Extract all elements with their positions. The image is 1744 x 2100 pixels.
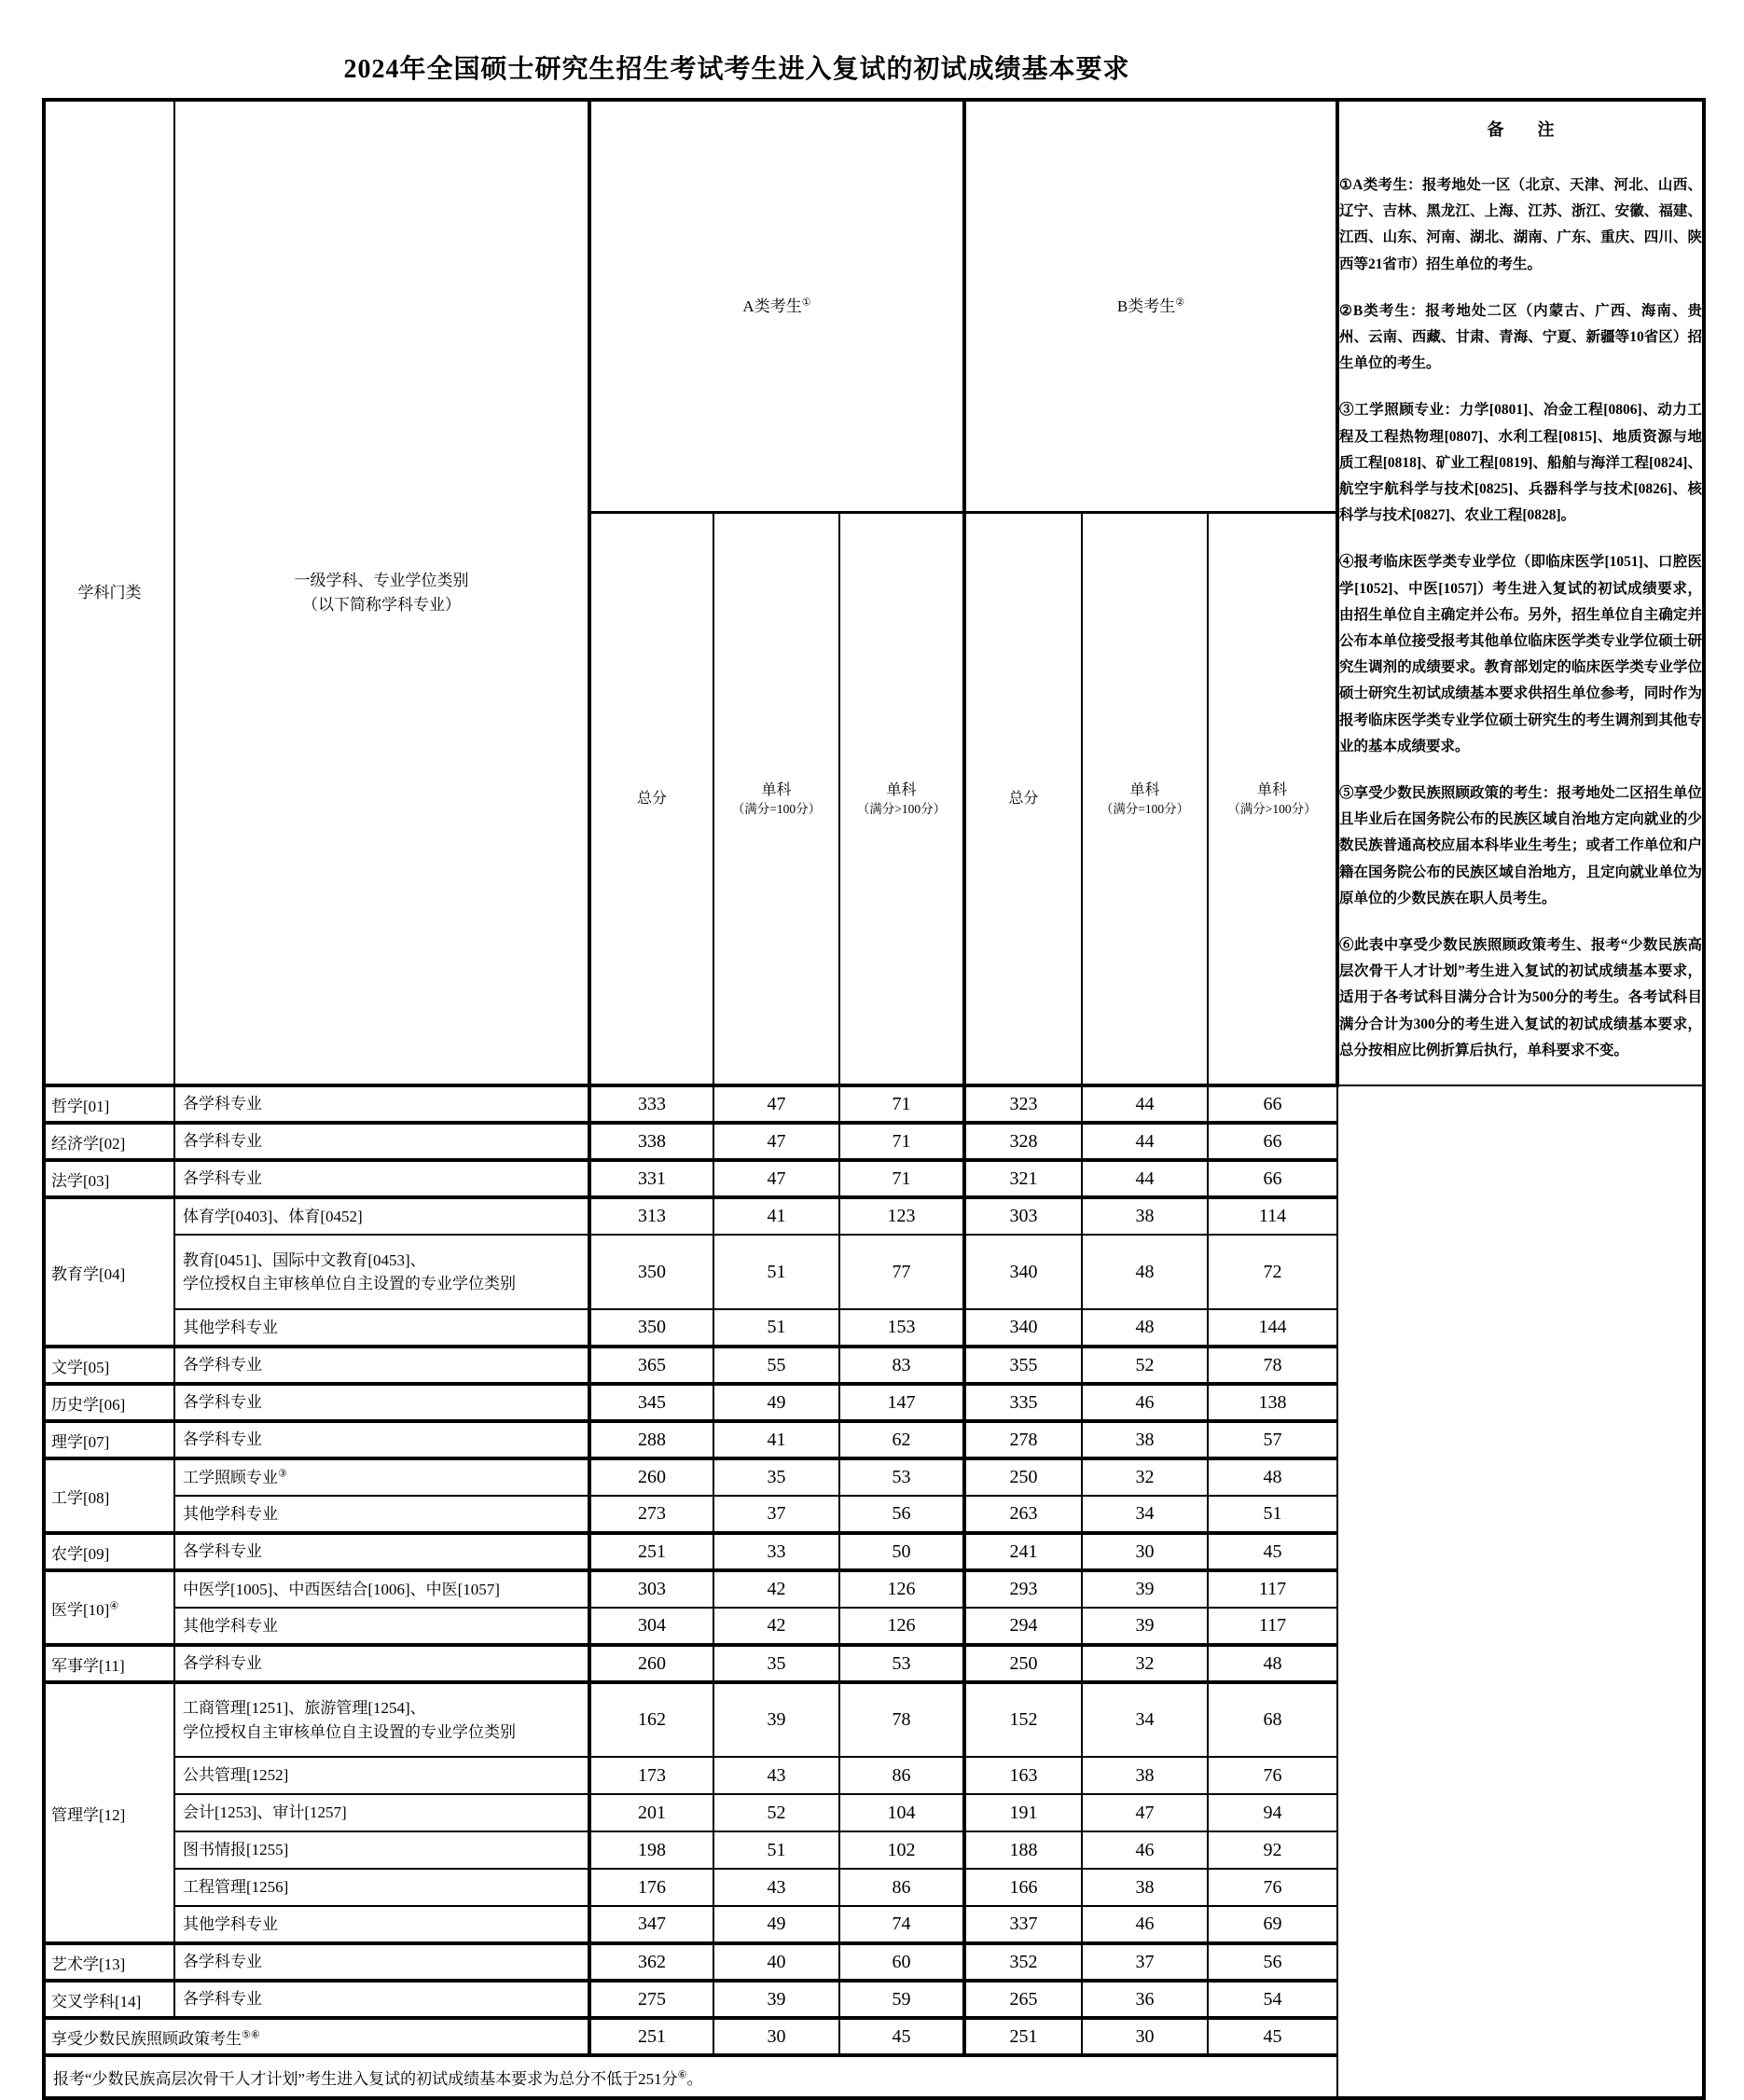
score-cell: 47 (1082, 1794, 1208, 1831)
score-cell: 152 (964, 1682, 1082, 1757)
table-row (44, 1458, 1704, 1496)
score-cell: 44 (1082, 1160, 1208, 1197)
score-cell: 34 (1082, 1496, 1208, 1533)
score-cell: 48 (1082, 1235, 1208, 1309)
score-cell: 32 (1082, 1645, 1208, 1682)
score-cell: 45 (1208, 1533, 1337, 1570)
score-cell: 39 (713, 1682, 839, 1757)
header-b-total: 总分 (964, 513, 1082, 1086)
score-cell: 32 (1082, 1458, 1208, 1496)
score-cell: 43 (713, 1757, 839, 1794)
score-cell: 138 (1208, 1384, 1337, 1421)
score-cell: 45 (839, 2018, 964, 2055)
score-cell: 44 (1082, 1123, 1208, 1160)
header-discipline (174, 100, 589, 1085)
specialty-cell: 体育学[0403]、体育[0452] (174, 1197, 589, 1235)
score-cell: 51 (713, 1309, 839, 1347)
remark-paragraph: ⑥此表中享受少数民族照顾政策考生、报考“少数民族高层次骨干人才计划”考生进入复试的初试成绩基本要求，适用于各考试科目满分合计为500分的考生。各考试科目满分合计为300分的考生进入复试的初试成绩基本要求，总分按相应比例折算后执行，单科要求不变。 (1339, 937, 1702, 1058)
score-cell: 350 (589, 1309, 713, 1347)
score-cell: 345 (589, 1384, 713, 1421)
category-cell: 历史学[06] (44, 1384, 174, 1421)
score-cell: 147 (839, 1384, 964, 1421)
specialty-cell: 各学科专业 (174, 1085, 589, 1123)
table-row (44, 1235, 1704, 1309)
score-cell: 44 (1082, 1085, 1208, 1123)
specialty-cell: 工程管理[1256] (174, 1869, 589, 1906)
score-cell: 241 (964, 1533, 1082, 1570)
score-cell: 144 (1208, 1309, 1337, 1347)
page-title: 2024年全国硕士研究生招生考试考生进入复试的初试成绩基本要求 (343, 55, 1130, 84)
score-cell: 66 (1208, 1123, 1337, 1160)
remark-paragraph: ②B类考生：报考地处二区（内蒙古、广西、海南、贵州、云南、西藏、甘肃、青海、宁夏、新疆等10省区）招生单位的考生。 (1339, 302, 1702, 372)
score-cell: 335 (964, 1384, 1082, 1421)
score-cell: 30 (1082, 2018, 1208, 2055)
remark-paragraph: ①A类考生：报考地处一区（北京、天津、河北、山西、辽宁、吉林、黑龙江、上海、江苏、浙江、安徽、福建、江西、山东、河南、湖北、湖南、广东、重庆、四川、陕西等21省市）招生单位的考生。 (1339, 177, 1702, 272)
specialty-cell (174, 1235, 589, 1309)
score-cell: 39 (1082, 1608, 1208, 1645)
footer-note-row (44, 2055, 1704, 2098)
table-row (44, 1682, 1704, 1757)
score-cell: 126 (839, 1608, 964, 1645)
score-cell: 365 (589, 1347, 713, 1384)
score-cell: 48 (1208, 1645, 1337, 1682)
remark-paragraph: ③工学照顾专业：力学[0801]、冶金工程[0806]、动力工程及工程热物理[0807]、水利工程[0815]、地质资源与地质工程[0818]、矿业工程[0819]、船舶与海洋工程[0824]、航空宇航科学与技术[0825]、兵器科学与技术[0826]、核科学与技术[0827]、农业工程[0828]。 (1339, 402, 1702, 524)
score-cell: 250 (964, 1458, 1082, 1496)
score-cell: 42 (713, 1608, 839, 1645)
category-cell: 经济学[02] (44, 1123, 174, 1160)
category-cell: 军事学[11] (44, 1645, 174, 1682)
specialty-cell: 各学科专业 (174, 1421, 589, 1458)
special-policy-row (44, 2018, 1704, 2055)
specialty-line: 学位授权自主审核单位自主设置的专业学位类别 (183, 1275, 516, 1293)
footnote-mark: ③ (278, 1468, 287, 1480)
specialty-cell: 各学科专业 (174, 1533, 589, 1570)
score-cell: 66 (1208, 1160, 1337, 1197)
score-cell: 43 (713, 1869, 839, 1906)
score-cell: 162 (589, 1682, 713, 1757)
score-cell: 33 (713, 1533, 839, 1570)
score-cell: 74 (839, 1906, 964, 1943)
score-cell: 153 (839, 1309, 964, 1347)
header-b-single-gt100: 单科 （满分>100分） (1208, 513, 1337, 1086)
score-cell: 362 (589, 1943, 713, 1981)
table-row (44, 1608, 1704, 1645)
score-cell: 347 (589, 1906, 713, 1943)
score-cell: 52 (1082, 1347, 1208, 1384)
score-cell: 66 (1208, 1085, 1337, 1123)
score-cell: 45 (1208, 2018, 1337, 2055)
score-cell: 46 (1082, 1906, 1208, 1943)
remark-paragraph: ④报考临床医学类专业学位（即临床医学[1051]、口腔医学[1052]、中医[1057]）考生进入复试的初试成绩要求，由招生单位自主确定并公布。另外，招生单位自主确定并公布本单位接受报考其他单位临床医学类专业学位硕士研究生调剂的成绩要求。教育部划定的临床医学类专业学位硕士研究生初试成绩基本要求供招生单位参考，同时作为报考临床医学类专业学位硕士研究生的考生调剂到其他专业的基本成绩要求。 (1339, 554, 1702, 754)
footnote-mark-1: ① (801, 297, 811, 309)
score-cell: 273 (589, 1496, 713, 1533)
category-cell: 哲学[01] (44, 1085, 174, 1123)
score-cell: 288 (589, 1421, 713, 1458)
score-cell: 293 (964, 1570, 1082, 1608)
score-cell: 251 (589, 1533, 713, 1570)
category-cell: 工学[08] (44, 1458, 174, 1533)
score-cell: 313 (589, 1197, 713, 1235)
score-cell: 340 (964, 1235, 1082, 1309)
footer-note-cell: 报考“少数民族高层次骨干人才计划”考生进入复试的初试成绩基本要求为总分不低于251分⑥。 (44, 2055, 1337, 2098)
score-cell: 260 (589, 1645, 713, 1682)
remarks-body (1339, 173, 1702, 1064)
score-cell: 275 (589, 1981, 713, 2018)
footnote-mark: ④ (109, 1599, 119, 1611)
specialty-cell: 各学科专业 (174, 1160, 589, 1197)
specialty-cell: 其他学科专业 (174, 1608, 589, 1645)
score-cell: 104 (839, 1794, 964, 1831)
score-cell: 49 (713, 1384, 839, 1421)
score-cell: 188 (964, 1831, 1082, 1869)
score-cell: 36 (1082, 1981, 1208, 2018)
score-cell: 86 (839, 1757, 964, 1794)
score-cell: 166 (964, 1869, 1082, 1906)
table-row (44, 1981, 1704, 2018)
score-cell: 340 (964, 1309, 1082, 1347)
footnote-mark-2: ② (1175, 297, 1185, 309)
specialty-cell: 各学科专业 (174, 1384, 589, 1421)
footnote-mark: ⑤⑥ (242, 2028, 260, 2040)
score-cell: 338 (589, 1123, 713, 1160)
score-cell: 350 (589, 1235, 713, 1309)
score-cell: 323 (964, 1085, 1082, 1123)
remarks-column (1337, 100, 1704, 1085)
specialty-cell: 各学科专业 (174, 1123, 589, 1160)
specialty-line: 教育[0451]、国际中文教育[0453]、 (183, 1250, 426, 1269)
score-cell: 71 (839, 1085, 964, 1123)
score-cell: 94 (1208, 1794, 1337, 1831)
category-cell: 管理学[12] (44, 1682, 174, 1943)
score-cell: 48 (1208, 1458, 1337, 1496)
category-cell: 艺术学[13] (44, 1943, 174, 1981)
footnote-mark: ⑥ (677, 2068, 687, 2080)
score-cell: 71 (839, 1123, 964, 1160)
table-row (44, 1123, 1704, 1160)
score-cell: 41 (713, 1197, 839, 1235)
special-policy-label: 享受少数民族照顾政策考生⑤⑥ (44, 2018, 589, 2055)
score-cell: 72 (1208, 1235, 1337, 1309)
score-cell: 201 (589, 1794, 713, 1831)
score-cell: 57 (1208, 1421, 1337, 1458)
specialty-cell: 公共管理[1252] (174, 1757, 589, 1794)
score-cell: 39 (1082, 1570, 1208, 1608)
score-cell: 355 (964, 1347, 1082, 1384)
specialty-cell: 各学科专业 (174, 1981, 589, 2018)
score-cell: 173 (589, 1757, 713, 1794)
score-cell: 48 (1082, 1309, 1208, 1347)
category-cell: 农学[09] (44, 1533, 174, 1570)
score-cell: 331 (589, 1160, 713, 1197)
score-cell: 53 (839, 1645, 964, 1682)
table-row (44, 1421, 1704, 1458)
score-cell: 321 (964, 1160, 1082, 1197)
score-cell: 126 (839, 1570, 964, 1608)
score-cell: 83 (839, 1347, 964, 1384)
score-cell: 191 (964, 1794, 1082, 1831)
specialty-cell (174, 1682, 589, 1757)
specialty-cell: 图书情报[1255] (174, 1831, 589, 1869)
header-subject-category: 学科门类 (44, 100, 174, 1085)
score-cell: 53 (839, 1458, 964, 1496)
score-cell: 303 (589, 1570, 713, 1608)
table-row (44, 1085, 1704, 1123)
header-b-single-eq100: 单科 （满分=100分） (1082, 513, 1208, 1086)
score-cell: 51 (713, 1831, 839, 1869)
category-cell: 理学[07] (44, 1421, 174, 1458)
score-cell: 51 (1208, 1496, 1337, 1533)
header-remark: 备 注 (1487, 120, 1555, 139)
score-cell: 69 (1208, 1906, 1337, 1943)
category-cell: 法学[03] (44, 1160, 174, 1197)
score-cell: 92 (1208, 1831, 1337, 1869)
score-cell: 251 (964, 2018, 1082, 2055)
score-table (42, 98, 1706, 2100)
table-row (44, 1197, 1704, 1235)
specialty-cell: 各学科专业 (174, 1943, 589, 1981)
score-cell: 123 (839, 1197, 964, 1235)
score-cell: 198 (589, 1831, 713, 1869)
remark-paragraph: ⑤享受少数民族照顾政策的考生：报考地处二区招生单位且毕业后在国务院公布的民族区域自治地方定向就业的少数民族普通高校应届本科毕业生考生；或者工作单位和户籍在国务院公布的民族区域自治地方，且定向就业单位为原单位的少数民族在职人员考生。 (1339, 785, 1702, 906)
score-cell: 263 (964, 1496, 1082, 1533)
table-row (44, 1533, 1704, 1570)
specialty-cell: 会计[1253]、审计[1257] (174, 1794, 589, 1831)
score-cell: 35 (713, 1645, 839, 1682)
header-a-single-gt100: 单科 （满分>100分） (839, 513, 964, 1086)
specialty-line: 学位授权自主审核单位自主设置的专业学位类别 (183, 1722, 516, 1741)
score-cell: 34 (1082, 1682, 1208, 1757)
score-cell: 47 (713, 1160, 839, 1197)
score-cell: 42 (713, 1570, 839, 1608)
score-cell: 328 (964, 1123, 1082, 1160)
table-row (44, 1347, 1704, 1384)
category-cell: 交叉学科[14] (44, 1981, 174, 2018)
header-group-b: B类考生② (964, 100, 1337, 513)
category-cell: 医学[10]④ (44, 1570, 174, 1645)
table-row (44, 1794, 1704, 1831)
specialty-cell: 其他学科专业 (174, 1309, 589, 1347)
score-cell: 260 (589, 1458, 713, 1496)
score-cell: 163 (964, 1757, 1082, 1794)
score-cell: 76 (1208, 1757, 1337, 1794)
specialty-cell: 工学照顾专业③ (174, 1458, 589, 1496)
score-cell: 62 (839, 1421, 964, 1458)
score-cell: 294 (964, 1608, 1082, 1645)
table-row (44, 1869, 1704, 1906)
score-cell: 114 (1208, 1197, 1337, 1235)
header-a-total: 总分 (589, 513, 713, 1086)
score-cell: 117 (1208, 1570, 1337, 1608)
score-cell: 78 (839, 1682, 964, 1757)
score-cell: 38 (1082, 1869, 1208, 1906)
table-row (44, 1943, 1704, 1981)
score-cell: 303 (964, 1197, 1082, 1235)
table-row (44, 1496, 1704, 1533)
specialty-cell: 其他学科专业 (174, 1906, 589, 1943)
header-a-single-eq100: 单科 （满分=100分） (713, 513, 839, 1086)
score-cell: 68 (1208, 1682, 1337, 1757)
table-row (44, 1309, 1704, 1347)
score-cell: 51 (713, 1235, 839, 1309)
score-cell: 47 (713, 1085, 839, 1123)
score-cell: 41 (713, 1421, 839, 1458)
score-cell: 40 (713, 1943, 839, 1981)
specialty-line: 工商管理[1251]、旅游管理[1254]、 (183, 1699, 426, 1718)
score-cell: 78 (1208, 1347, 1337, 1384)
category-cell: 教育学[04] (44, 1197, 174, 1347)
score-cell: 49 (713, 1906, 839, 1943)
table-row (44, 1645, 1704, 1682)
score-cell: 265 (964, 1981, 1082, 2018)
score-cell: 38 (1082, 1757, 1208, 1794)
score-cell: 46 (1082, 1831, 1208, 1869)
score-cell: 117 (1208, 1608, 1337, 1645)
title-area (0, 48, 1474, 86)
header-discipline-line1: 一级学科、专业学位类别 (294, 572, 469, 590)
score-cell: 278 (964, 1421, 1082, 1458)
table-row (44, 1384, 1704, 1421)
specialty-cell: 各学科专业 (174, 1645, 589, 1682)
score-cell: 56 (839, 1496, 964, 1533)
score-cell: 54 (1208, 1981, 1337, 2018)
score-cell: 59 (839, 1981, 964, 2018)
header-discipline-line2: （以下简称学科专业） (302, 595, 461, 614)
score-cell: 39 (713, 1981, 839, 2018)
score-cell: 56 (1208, 1943, 1337, 1981)
score-cell: 60 (839, 1943, 964, 1981)
score-cell: 250 (964, 1645, 1082, 1682)
score-cell: 38 (1082, 1421, 1208, 1458)
score-cell: 52 (713, 1794, 839, 1831)
score-cell: 76 (1208, 1869, 1337, 1906)
category-cell: 文学[05] (44, 1347, 174, 1384)
specialty-cell: 中医学[1005]、中西医结合[1006]、中医[1057] (174, 1570, 589, 1608)
score-cell: 176 (589, 1869, 713, 1906)
specialty-cell: 各学科专业 (174, 1347, 589, 1384)
table-row (44, 1160, 1704, 1197)
score-cell: 55 (713, 1347, 839, 1384)
score-cell: 46 (1082, 1384, 1208, 1421)
score-cell: 333 (589, 1085, 713, 1123)
score-cell: 30 (713, 2018, 839, 2055)
score-cell: 304 (589, 1608, 713, 1645)
table-row (44, 1757, 1704, 1794)
score-cell: 30 (1082, 1533, 1208, 1570)
score-cell: 77 (839, 1235, 964, 1309)
score-cell: 102 (839, 1831, 964, 1869)
score-cell: 37 (713, 1496, 839, 1533)
score-cell: 352 (964, 1943, 1082, 1981)
table-row (44, 1570, 1704, 1608)
specialty-cell: 其他学科专业 (174, 1496, 589, 1533)
score-cell: 35 (713, 1458, 839, 1496)
score-cell: 47 (713, 1123, 839, 1160)
table-row (44, 1831, 1704, 1869)
table-row (44, 1906, 1704, 1943)
score-cell: 38 (1082, 1197, 1208, 1235)
score-cell: 50 (839, 1533, 964, 1570)
score-cell: 37 (1082, 1943, 1208, 1981)
score-cell: 337 (964, 1906, 1082, 1943)
score-cell: 71 (839, 1160, 964, 1197)
header-group-a: A类考生① (589, 100, 964, 513)
score-cell: 86 (839, 1869, 964, 1906)
score-cell: 251 (589, 2018, 713, 2055)
